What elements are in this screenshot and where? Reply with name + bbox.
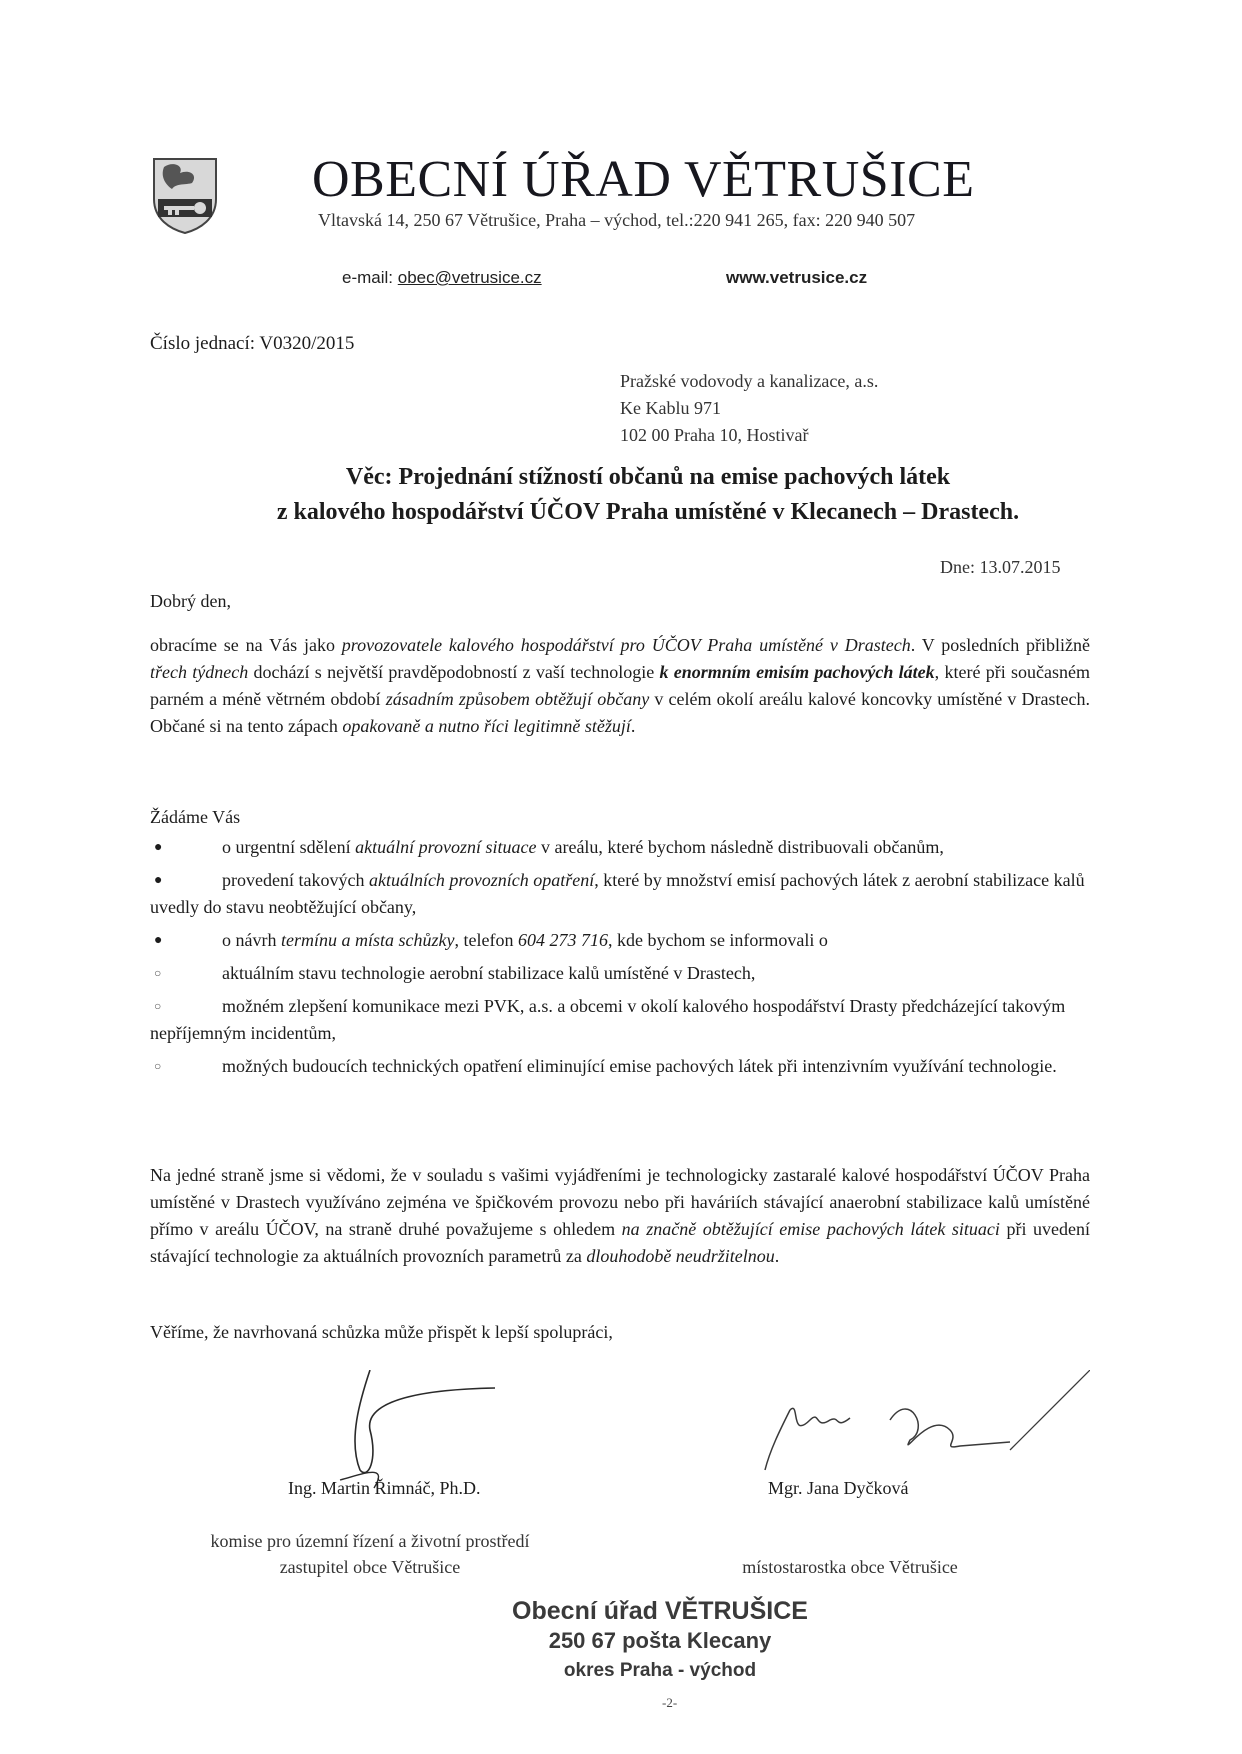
email-row <box>342 268 542 288</box>
recipient-address <box>620 368 878 449</box>
bullet-icon: ● <box>154 933 163 948</box>
recipient-line: Ke Kablu 971 <box>620 398 721 418</box>
bullet-icon: ● <box>154 873 163 888</box>
signature-right-icon <box>760 1370 1090 1485</box>
signatory-left-name: Ing. Martin Řimnáč, Ph.D. <box>288 1478 481 1498</box>
bullet-icon: ● <box>154 840 163 855</box>
letter-subject <box>188 460 1108 530</box>
signatory-right-name: Mgr. Jana Dyčková <box>768 1478 909 1498</box>
hollow-bullet-icon: ○ <box>154 999 162 1013</box>
greeting: Dobrý den, <box>150 591 231 611</box>
signature-left-icon <box>330 1370 500 1495</box>
signatory-left-role: komise pro územní řízení a životní prostředí zastupitel obce Větrušice <box>210 1531 530 1577</box>
closing-sentence: Věříme, že navrhovaná schůzka může přispět k lepší spolupráci, <box>150 1322 613 1342</box>
paragraph-intro: obracíme se na Vás jako provozovatele kalového hospodářství pro ÚČOV Praha umístěné v Drastech. V posledních přibližně třech týdnech dochází s největší pravděpodobností z vaší technologie k enormním emisím pachových látek, které při současném parném a méně větrném období zásadním způsobem obtěžují občany v celém okolí areálu kalové koncovky umístěné v Drastech. Občané si na tento zápach opakovaně a nutno říci legitimně stěžují. <box>150 635 1091 736</box>
list-item: ● o urgentní sdělení aktuální provozní situace v areálu, které bychom následně distribuovali občanům, <box>150 834 1090 861</box>
office-address: Vltavská 14, 250 67 Větrušice, Praha – východ, tel.:220 941 265, fax: 220 940 507 <box>318 210 916 230</box>
request-intro: Žádáme Vás <box>150 807 241 827</box>
website-link[interactable]: www.vetrusice.cz <box>726 268 868 287</box>
municipal-crest-icon <box>150 155 220 235</box>
email-link[interactable]: obec@vetrusice.cz <box>397 268 542 287</box>
subject-line: Věc: Projednání stížností občanů na emise pachových látek <box>345 464 951 490</box>
page-title: OBECNÍ ÚŘAD VĚTRUŠICE <box>312 151 975 208</box>
hollow-bullet-icon: ○ <box>154 966 162 980</box>
recipient-line: Pražské vodovody a kanalizace, a.s. <box>620 371 879 391</box>
list-item: ○ možných budoucích technických opatření eliminující emise pachových látek při intenzivním využívání technologie. <box>150 1053 1090 1080</box>
list-item: ○ možném zlepšení komunikace mezi PVK, a.s. a obcemi v okolí kalového hospodářství Drasty předcházející takovým nepříjemným incidentům, <box>150 993 1090 1047</box>
letter-date: Dne: 13.07.2015 <box>940 557 1061 577</box>
email-label: e-mail: <box>342 268 394 287</box>
page-number: -2- <box>662 1695 678 1710</box>
reference-number: Číslo jednací: V0320/2015 <box>150 333 355 354</box>
list-item: ○ aktuálním stavu technologie aerobní stabilizace kalů umístěné v Drastech, <box>150 960 1090 987</box>
list-item: ● provedení takových aktuálních provozních opatření, které by množství emisí pachových látek z aerobní stabilizace kalů uvedly do stavu neobtěžující občany, <box>150 867 1090 921</box>
list-item: ● o návrh termínu a místa schůzky, telefon 604 273 716, kde bychom se informovali o <box>150 927 1090 954</box>
request-list <box>150 834 1090 1086</box>
signatory-right-role: místostarostka obce Větrušice <box>742 1557 958 1577</box>
subject-line: z kalového hospodářství ÚČOV Praha umístěné v Klecanech – Drastech. <box>276 499 1020 525</box>
official-stamp: Obecní úřad VĚTRUŠICE 250 67 pošta Klecany okres Praha - východ <box>512 1597 808 1681</box>
paragraph-context: Na jedné straně jsme si vědomi, že v souladu s vašimi vyjádřeními je technologicky zastaralé kalové hospodářství ÚČOV Praha umístěné v Drastech využíváno zejména ve špičkovém provozu nebo při haváriích stávající anaerobní stabilizace kalů umístěné přímo v areálu ÚČOV, na straně druhé považujeme s ohledem na značně obtěžující emise pachových látek situaci při uvedení stávající technologie za aktuálních provozních parametrů za dlouhodobě neudržitelnou. <box>150 1165 1090 1266</box>
recipient-line: 102 00 Praha 10, Hostivař <box>620 425 809 445</box>
hollow-bullet-icon: ○ <box>154 1059 162 1073</box>
